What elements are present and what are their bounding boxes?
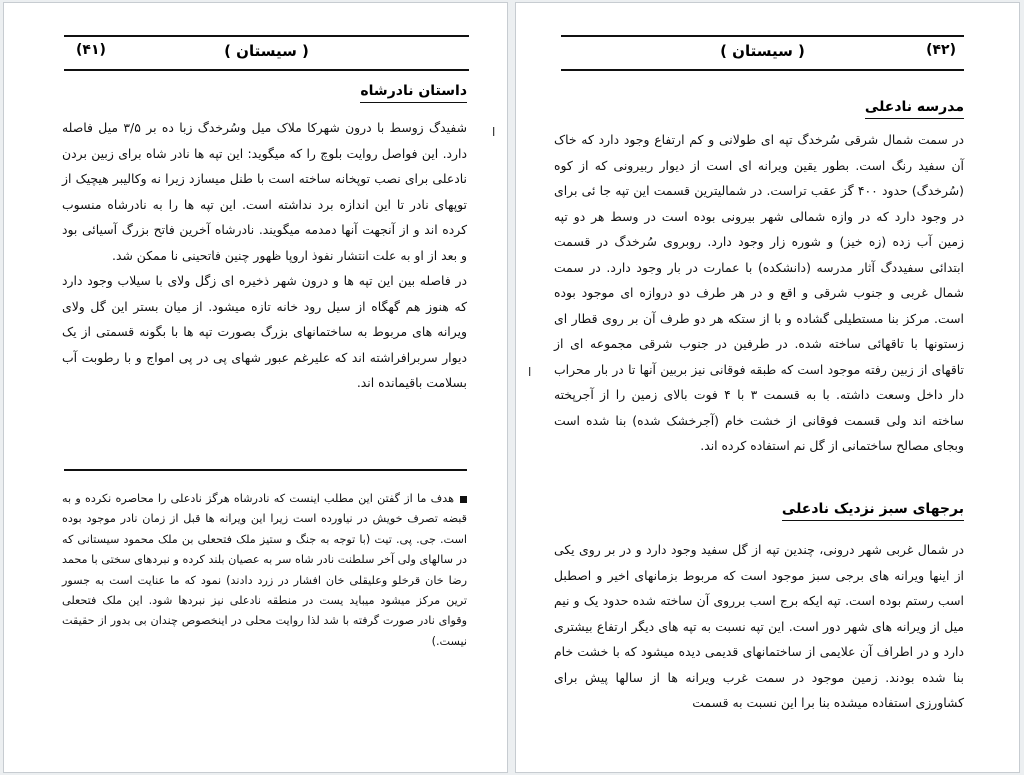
page-header <box>64 35 469 71</box>
page-number: (۴۱) <box>76 42 106 58</box>
paragraph: در شمال غربی شهر درونی، چندین تپه از گل سفید وجود دارد و در بر روی یکی از اینها ویرانه های برجی سبز موجود است که مربوط بزمانهای اخیر و اصطبل اسب رستم بوده است. تپه ایکه برج اسب برروی آن ساخته شده حدود یک و نیم میل از ویرانه های شهر دور است. این تپه نسبت به تپه های دیگر ارتفاع بیشتری دارد و در اطراف آن علایمی از ساختمانهای قدیمی دیده میشود که با خشت خام بنا شده بودند. زمین موجود در سمت غرب ویرانه ها از سالها پیش برای کشاورزی استفاده میشده بنا برا این نسبت به قسمت <box>554 542 964 710</box>
section-heading: برجهای سبز نزدیک نادعلی <box>782 501 964 521</box>
body-text <box>554 537 964 716</box>
paragraph: شفیدگ زوسط با درون شهرکا ملاک میل وسُرخدگ زبا ده بر ۳/۵ میل فاصله دارد. این فواصل روایت بلوچ را که میگوید: این تپه ها نادر شاه برای زبین بردن نادعلی برای نصب توپخانه ساخته است با طنل میسازد زیرا نه وکالیبر هیچیک از توپهای نادر تا این اندازه برد نداشته است. این تپه ها را به نادرشاه منسوب کرده اند و از آنجهت آنها دمدمه میگویند. نادرشاه آخرین فاتح بزرگ آسیائی بود و بعد از او به علت انتشار نفوذ اروپا ظهور چنین فاتحینی نا ممکن شد. <box>62 120 467 263</box>
bullet-icon <box>460 496 467 503</box>
footnote <box>62 489 467 652</box>
page-number: (۴۲) <box>926 42 956 58</box>
page-42 <box>515 2 1020 773</box>
footnote-text: هدف ما از گفتن این مطلب اینست که نادرشاه هرگز نادعلی را محاصره نکرده و به قبضه تصرف خویش در نیاورده است زیرا این ویرانه ها قبل از زمان نادر موجود بوده است. جی. پی. تیت (با توجه به جنگ و ستیز ملک فتحعلی بن ملک محمود سیستانی که در سالهای ولی آخر سلطنت نادر شاه سر به عصیان بلند کرده و نبردهای سختی با محمد رضا خان قرخلو وعلیقلی خان افشار در زرد دادند) نمود که ما عنایت است به جسور ترین مرکز میشود میباید یست در منطقه نادعلی نیز نبردها شود. این ملک فتحعلی وقوای نادر صورت گرفته با شد لذا روایت محلی در اینخصوص چندان بی بدور از حقیقت نیست.) <box>62 492 467 648</box>
section-heading: مدرسه نادعلی <box>865 99 964 119</box>
body-text <box>62 115 467 396</box>
margin-mark: ا <box>528 365 532 379</box>
running-title: ( سيستان ) <box>224 42 309 60</box>
running-title: ( سيستان ) <box>720 42 805 60</box>
margin-mark: ا <box>492 125 496 139</box>
footnote-divider <box>64 469 467 471</box>
section-heading: داستان نادرشاه <box>360 83 467 103</box>
paragraph: در فاصله بین این تپه ها و درون شهر ذخیره ای زگل ولای با سیلاب وجود دارد که هنوز هم گهگاه از سیل رود خانه تازه میشود. از میان بستر این گل ولای ویرانه های مربوط به ساختمانهای بزرگ بصورت تپه ها با بگونه قسمتی از یک دیوار سربرافراشته اند که علیرغم عبور شهای پی در پی امواج و با رطوبت آب بسلامت باقیمانده اند. <box>62 273 467 390</box>
paragraph: در سمت شمال شرقی سُرخدگ تپه ای طولانی و کم ارتفاع وجود دارد که خاک آن سفید رنگ است. بطور یقین ویرانه ای است از دیوار ربیرونی که از کوه (سُرخدگ) حدود ۴۰۰ گز عقب تراست. در شمالیترین قسمت این تپه جا ئی برای در وجود دارد که در وازه شمالی شهر بیرونی بوده است در وسط هر دو تپه زمین آب زده (زه خیز) و شوره زار وجود دارد. روبروی سُرخدگ در قسمت ابتدائی سفیددگ آثار مدرسه (دانشکده) با عمارت در بار وجود دارد. در سمت شمال غربی و جنوب شرقی و اقع و در هر طرف دو دروازه ای موجود بوده است. مرکز بنا مستطیلی گشاده و با از ستکه هر دو طرف آن بر روی قطار ای زستونها با تاقهائی ساخته شده. در طرفین در جنوب شرقی مجموعه ای از تاقهای از زبین رفته موجود است که طبقه فوقانی نیز بربین آنها تا در بار محراب دار داخل وسعت داشته. با به قسمت ۳ با ۴ فوت بالای زمین را از آجرپخته ساخته اند ولی قسمت فوقانی از خشت خام (آجرخشک شده) بنا شده است وبجای مصالح ساختمانی از گل نم استفاده کرده اند. <box>554 132 965 453</box>
page-41 <box>3 2 508 773</box>
body-text <box>554 127 964 459</box>
page-header <box>561 35 964 71</box>
